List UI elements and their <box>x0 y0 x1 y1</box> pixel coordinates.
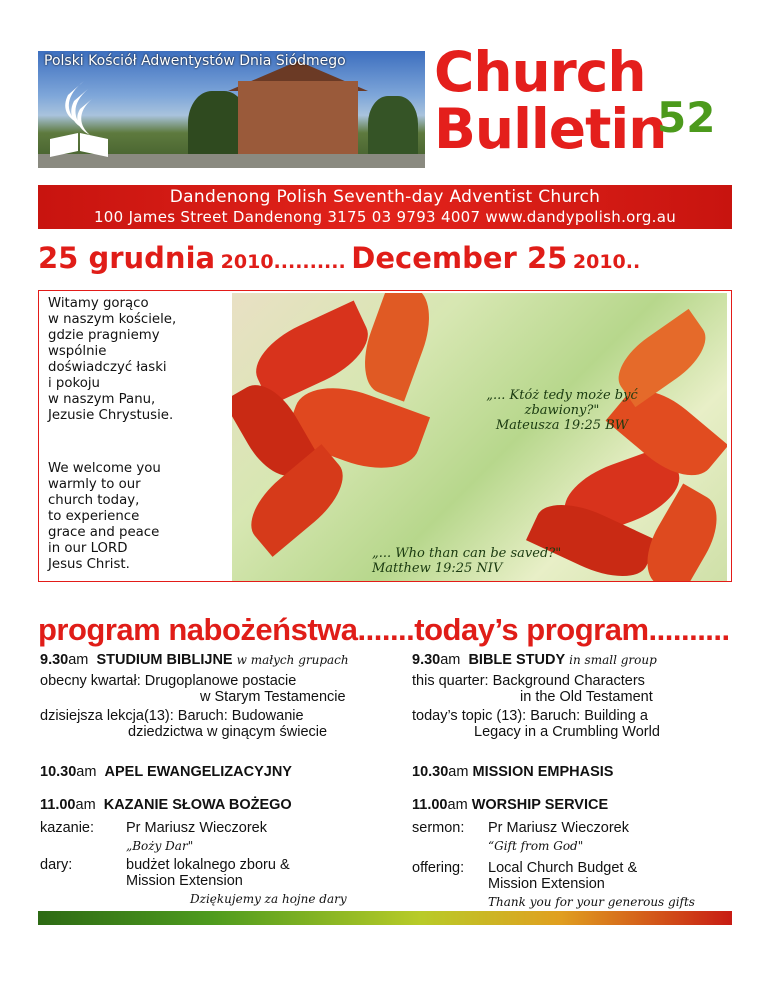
study-time: 9.30 <box>412 652 441 668</box>
quarter-cont: w Starym Testamencie <box>200 689 346 705</box>
verse-line: „... Któż tedy może być <box>486 388 638 403</box>
offering-label: offering: <box>412 860 465 876</box>
worship-row <box>412 797 608 813</box>
sermon-row <box>40 797 292 813</box>
sermon-time: 11.00 <box>40 797 76 813</box>
offering-line-1: budżet lokalnego zboru & <box>126 857 290 873</box>
worship-title: WORSHIP SERVICE <box>471 797 609 813</box>
study-title: STUDIUM BIBLIJNE <box>96 652 233 668</box>
verse-line: Mateusza 19:25 BW <box>495 418 629 433</box>
title-line-church: Church <box>434 40 646 104</box>
welcome-line: Jesus Christ. <box>48 557 130 572</box>
welcome-polish <box>48 296 218 424</box>
date-line <box>38 241 738 275</box>
sermon-topic: „Boży Dar" <box>126 839 194 853</box>
study-note: in small group <box>569 653 657 667</box>
offering-thanks: Dziękujemy za hojne dary <box>190 892 347 906</box>
mission-title: MISSION EMPHASIS <box>472 764 614 780</box>
welcome-line: warmly to our <box>48 477 141 492</box>
welcome-line: doświadczyć łaski <box>48 360 167 375</box>
offering-line-1: Local Church Budget & <box>488 860 638 876</box>
church-address: 100 James Street Dandenong 3175 03 9793 4007 www.dandypolish.org.au <box>93 208 677 226</box>
lesson-cont: dziedzictwa w ginącym świecie <box>128 724 328 740</box>
church-banner <box>38 185 732 229</box>
welcome-line: grace and peace <box>48 525 160 540</box>
welcome-line: gdzie pragniemy <box>48 328 160 343</box>
title-line-bulletin: Bulletin <box>434 97 667 161</box>
poinsettia-petal <box>352 293 441 402</box>
lesson-row: dzisiejsza lekcja(13): Baruch: Budowanie <box>40 708 304 724</box>
footer-color-bar <box>38 911 732 925</box>
issue-number: 52 <box>657 93 716 142</box>
mission-time: 10.30 <box>412 764 449 780</box>
polish-date: 25 grudnia <box>38 241 216 275</box>
appeal-row <box>40 764 292 780</box>
offering-label: dary: <box>40 857 73 873</box>
sermon-topic: “Gift from God" <box>488 839 584 853</box>
appeal-title: APEL EWANGELIZACYJNY <box>104 764 292 780</box>
verse-line: „... Who than can be saved?" <box>372 546 562 561</box>
welcome-line: We welcome you <box>48 461 161 476</box>
quarter-row: obecny kwartał: Drugoplanowe postacie <box>40 673 297 689</box>
poinsettia-painting <box>232 293 727 581</box>
appeal-ampm: am <box>76 764 97 780</box>
sermon-label: kazanie: <box>40 820 95 836</box>
church-building-image <box>238 81 358 161</box>
welcome-english <box>48 461 218 573</box>
verse-line: Matthew 19:25 NIV <box>372 561 503 576</box>
church-name: Dandenong Polish Seventh-day Adventist Church <box>169 187 601 207</box>
quarter-cont: in the Old Testament <box>520 689 653 705</box>
welcome-line: wspólnie <box>48 344 107 359</box>
worship-ampm: am <box>447 797 468 813</box>
welcome-line: w naszym Panu, <box>48 392 156 407</box>
welcome-line: in our LORD <box>48 541 128 556</box>
polish-year: 2010.......... <box>220 251 346 273</box>
lesson-cont: Legacy in a Crumbling World <box>474 724 660 740</box>
sermon-preacher: Pr Mariusz Wieczorek <box>488 820 629 836</box>
mission-row <box>412 764 613 780</box>
study-row <box>40 652 349 668</box>
welcome-line: i pokoju <box>48 376 100 391</box>
organization-name: Polski Kościół Adwentystów Dnia Siódmego <box>44 53 346 69</box>
offering-thanks: Thank you for your generous gifts <box>488 895 695 909</box>
sermon-preacher: Pr Mariusz Wieczorek <box>126 820 267 836</box>
study-time: 9.30 <box>40 652 69 668</box>
sermon-ampm: am <box>75 797 96 813</box>
verse-english <box>372 546 592 576</box>
welcome-line: w naszym kościele, <box>48 312 177 327</box>
lesson-row: today’s topic (13): Baruch: Building a <box>412 708 648 724</box>
welcome-box <box>38 290 732 582</box>
offering-line-2: Mission Extension <box>126 873 243 889</box>
adventist-logo-icon <box>44 77 114 163</box>
welcome-line: Witamy gorąco <box>48 296 149 311</box>
welcome-line: to experience <box>48 509 140 524</box>
appeal-time: 10.30 <box>40 764 77 780</box>
worship-time: 11.00 <box>412 797 448 813</box>
study-ampm: am <box>440 652 461 668</box>
quarter-row: this quarter: Background Characters <box>412 673 645 689</box>
verse-polish <box>472 388 652 433</box>
study-title: BIBLE STUDY <box>468 652 566 668</box>
mission-ampm: am <box>448 764 469 780</box>
sermon-title: KAZANIE SŁOWA BOŻEGO <box>103 797 292 813</box>
masthead-photo <box>38 51 425 168</box>
study-row <box>412 652 657 668</box>
sermon-label: sermon: <box>412 820 465 836</box>
verse-line: zbawiony?" <box>524 403 600 418</box>
english-year: 2010.. <box>572 251 641 273</box>
welcome-line: Jezusie Chrystusie. <box>48 408 174 423</box>
program-heading: program nabożeństwa.......today’s program.......... <box>38 612 730 647</box>
english-date: December 25 <box>351 241 568 275</box>
welcome-line: church today, <box>48 493 140 508</box>
study-note: w małych grupach <box>236 653 349 667</box>
study-ampm: am <box>68 652 89 668</box>
offering-line-2: Mission Extension <box>488 876 605 892</box>
